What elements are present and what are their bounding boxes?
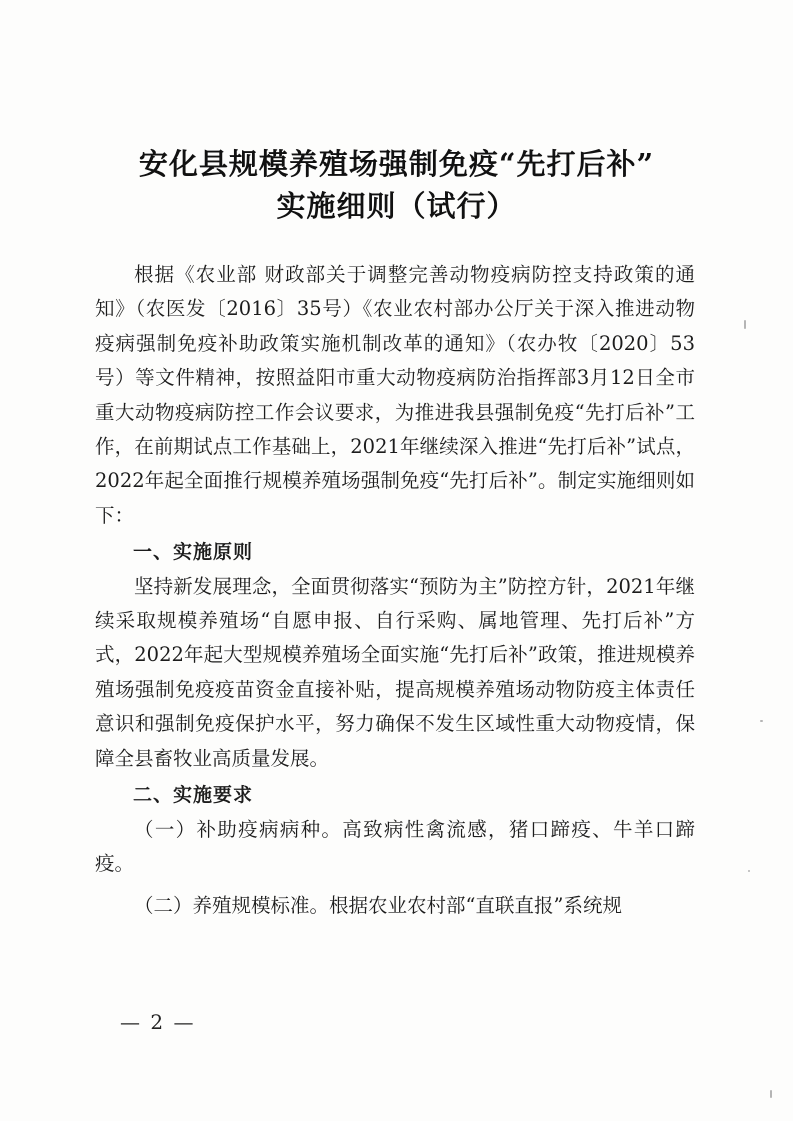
section-heading-requirements: 二、实施要求	[133, 784, 254, 807]
scan-speck	[760, 720, 763, 722]
scan-speck	[744, 320, 746, 329]
document-title-line-2: 实施细则（试行）	[276, 189, 517, 223]
scan-speck	[770, 1090, 772, 1098]
document-title-line-1: 安化县规模养殖场强制免疫“先打后补”	[138, 147, 655, 181]
document-body	[95, 258, 695, 924]
scan-speck	[748, 870, 750, 872]
section-heading-principles: 一、实施原则	[133, 541, 254, 564]
paragraph-principles: 坚持新发展理念，全面贯彻落实“预防为主”防控方针，2021年继续采取规模养殖场“自愿申报、自行采购、属地管理、先打后补”方式，2022年起大型规模养殖场全面实施“先打后补”政策，推进规模养殖场强制免疫疫苗资金直接补贴，提高规模养殖场动物防疫主体责任意识和强制免疫保护水平，努力确保不发生区域性重大动物疫情，保障全县畜牧业高质量发展。	[95, 574, 695, 770]
page-number: — 2 —	[120, 1010, 196, 1034]
paragraph-requirement-2: （二）养殖规模标准。根据农业农村部“直联直报”系统规	[134, 894, 622, 918]
paragraph-intro: 根据《农业部 财政部关于调整完善动物疫病防控支持政策的通知》（农医发〔2016〕35号）《农业农村部办公厅关于深入推进动物疫病强制免疫补助政策实施机制改革的通知》（农办牧〔2020〕53号）等文件精神，按照益阳市重大动物疫病防治指挥部3月12日全市重大动物疫病防控工作会议要求，为推进我县强制免疫“先打后补”工作，在前期试点工作基础上，2021年继续深入推进“先打后补”试点，2022年起全面推行规模养殖场强制免疫“先打后补”。制定实施细则如下：	[95, 263, 695, 527]
paragraph-requirement-1: （一）补助疫病病种。高致病性禽流感，猪口蹄疫、牛羊口蹄疫。	[95, 817, 695, 875]
